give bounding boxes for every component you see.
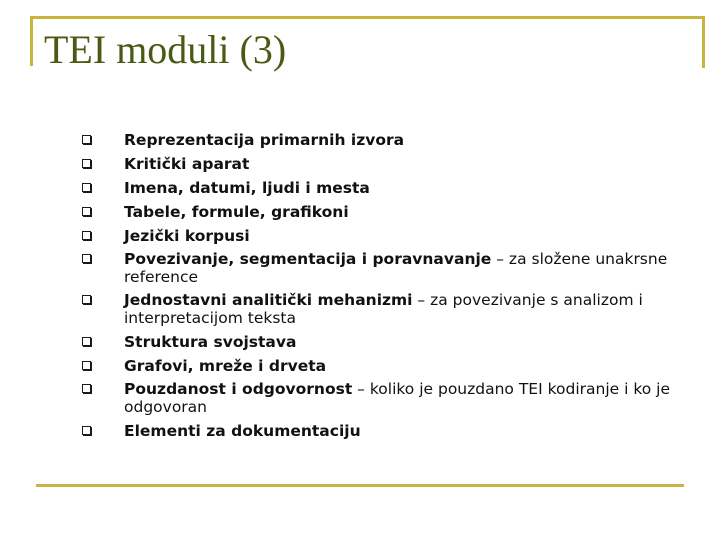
frame-right-line xyxy=(702,16,705,68)
bullet-item xyxy=(82,419,682,443)
bullet-bold-text: Tabele, formule, grafikoni xyxy=(124,203,349,221)
bullet-rest-text: – za složene unakrsne reference xyxy=(124,250,668,286)
hollow-square-bullet-icon xyxy=(82,183,91,192)
hollow-square-bullet-icon xyxy=(82,361,91,370)
bullet-item xyxy=(82,224,682,248)
bullet-item xyxy=(82,176,682,200)
hollow-square-bullet-icon xyxy=(82,426,91,435)
bullet-rest-text: – koliko je pouzdano TEI kodiranje i ko je odgovoran xyxy=(124,380,671,416)
bullet-bold-text: Jezički korpusi xyxy=(124,227,250,245)
bullet-bold-text: Grafovi, mreže i drveta xyxy=(124,357,327,375)
bullet-item xyxy=(82,200,682,224)
hollow-square-bullet-icon xyxy=(82,384,91,393)
slide-title: TEI moduli (3) xyxy=(44,27,287,72)
bullet-bold-text: Povezivanje, segmentacija i poravnavanje xyxy=(124,250,492,268)
frame-bottom-line xyxy=(36,484,684,487)
bullet-bold-text: Imena, datumi, ljudi i mesta xyxy=(124,179,370,197)
bullet-item xyxy=(82,378,682,419)
bullet-bold-text: Kritički aparat xyxy=(124,155,250,173)
frame-left-line xyxy=(30,16,33,66)
bullet-item xyxy=(82,354,682,378)
frame-top-line xyxy=(30,16,705,19)
bullet-bold-text: Struktura svojstava xyxy=(124,333,297,351)
bullet-item xyxy=(82,128,682,152)
bullet-item xyxy=(82,289,682,330)
hollow-square-bullet-icon xyxy=(82,254,91,263)
bullet-list xyxy=(82,128,682,443)
bullet-item xyxy=(82,152,682,176)
bullet-bold-text: Pouzdanost i odgovornost xyxy=(124,380,353,398)
bullet-item xyxy=(82,248,682,289)
hollow-square-bullet-icon xyxy=(82,135,91,144)
hollow-square-bullet-icon xyxy=(82,295,91,304)
hollow-square-bullet-icon xyxy=(82,337,91,346)
hollow-square-bullet-icon xyxy=(82,159,91,168)
bullet-bold-text: Jednostavni analitički mehanizmi xyxy=(124,291,413,309)
bullet-item xyxy=(82,330,682,354)
hollow-square-bullet-icon xyxy=(82,231,91,240)
bullet-bold-text: Elementi za dokumentaciju xyxy=(124,422,361,440)
hollow-square-bullet-icon xyxy=(82,207,91,216)
bullet-rest-text: – za povezivanje s analizom i interpretacijom teksta xyxy=(124,291,643,327)
bullet-bold-text: Reprezentacija primarnih izvora xyxy=(124,131,405,149)
